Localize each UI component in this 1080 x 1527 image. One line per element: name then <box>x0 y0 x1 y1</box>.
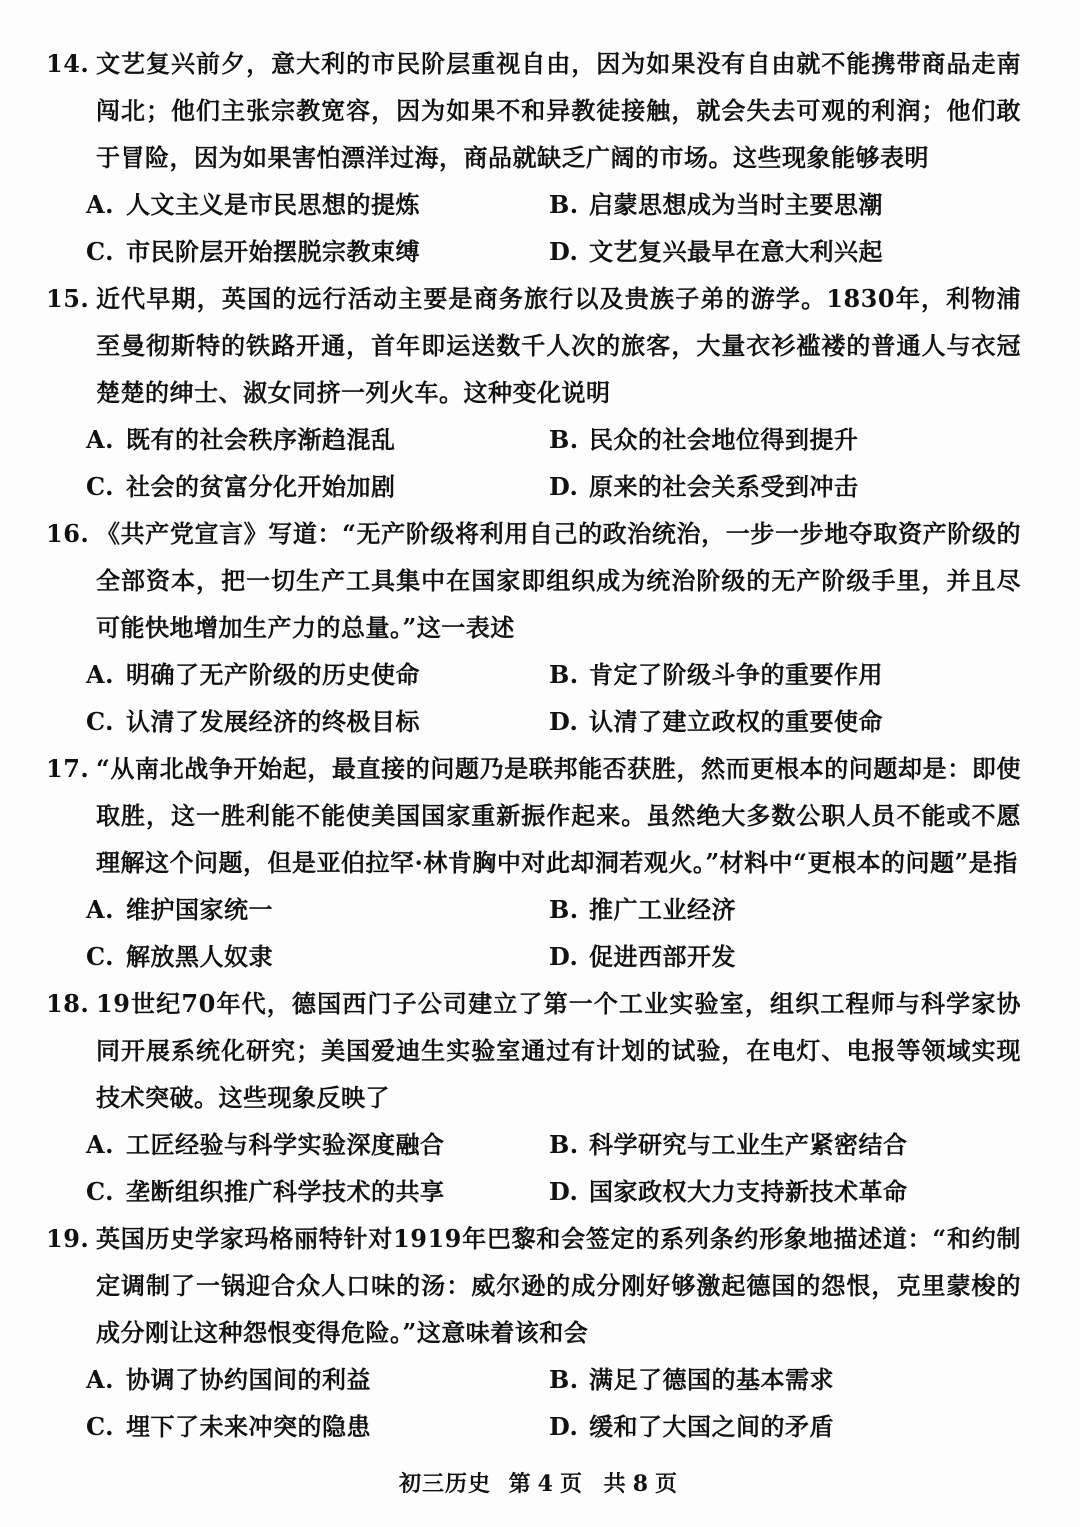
option-label: C. <box>86 1177 115 1206</box>
option-text: 人文主义是市民思想的提炼 <box>126 190 420 219</box>
question-16 <box>46 510 1021 745</box>
question-18 <box>46 980 1021 1215</box>
option-list <box>46 1356 1021 1450</box>
option-text: 国家政权大力支持新技术革命 <box>589 1177 908 1206</box>
question-text: 近代早期，英国的远行活动主要是商务旅行以及贵族子弟的游学。1830年，利物浦至曼彻斯特的铁路开通，首年即运送数千人次的旅客，大量衣衫褴褛的普通人与衣冠楚楚的绅士、淑女同挤一列火车。这种变化说明 <box>96 284 1021 407</box>
option-label: A. <box>86 190 114 219</box>
option-label: D. <box>549 707 579 736</box>
question-number: 17. <box>46 754 90 783</box>
option-text: 垄断组织推广科学技术的共享 <box>126 1177 445 1206</box>
footer-total-prefix: 共 <box>603 1471 627 1497</box>
question-number: 14. <box>46 49 90 78</box>
option-d <box>549 463 1012 510</box>
page-footer <box>0 1467 1080 1498</box>
footer-page <box>506 1471 586 1497</box>
option-c <box>86 228 549 275</box>
question-number: 16. <box>46 519 90 548</box>
option-b <box>549 651 1012 698</box>
option-text: 缓和了大国之间的矛盾 <box>589 1412 834 1441</box>
option-text: 社会的贫富分化开始加剧 <box>126 472 396 501</box>
question-list <box>46 40 1021 1450</box>
option-text: 肯定了阶级斗争的重要作用 <box>589 660 883 689</box>
option-label: D. <box>549 1412 579 1441</box>
option-label: C. <box>86 472 115 501</box>
option-b <box>549 1356 1012 1403</box>
option-d <box>549 933 1012 980</box>
option-text: 工匠经验与科学实验深度融合 <box>126 1130 445 1159</box>
option-text: 埋下了未来冲突的隐患 <box>126 1412 371 1441</box>
option-b <box>549 416 1012 463</box>
option-c <box>86 1168 549 1215</box>
option-text: 认清了建立政权的重要使命 <box>589 707 883 736</box>
option-label: A. <box>86 895 114 924</box>
option-b <box>549 1121 1012 1168</box>
option-text: 文艺复兴最早在意大利兴起 <box>589 237 883 266</box>
option-a <box>86 651 549 698</box>
option-label: D. <box>549 472 579 501</box>
option-text: 推广工业经济 <box>589 895 736 924</box>
question-stem <box>46 40 1021 181</box>
option-d <box>549 1403 1012 1450</box>
question-text: 英国历史学家玛格丽特针对1919年巴黎和会签定的系列条约形象地描述道：“和约制定调制了一锅迎合众人口味的汤：威尔逊的成分刚好够激起德国的怨恨，克里蒙梭的成分刚让这种怨恨变得危险。”这意味着该和会 <box>96 1224 1021 1347</box>
footer-page-suffix: 页 <box>559 1471 583 1497</box>
footer-total-pages: 8 <box>632 1471 649 1497</box>
question-19 <box>46 1215 1021 1450</box>
option-c <box>86 463 549 510</box>
option-text: 启蒙思想成为当时主要思潮 <box>589 190 883 219</box>
option-text: 认清了发展经济的终极目标 <box>126 707 420 736</box>
option-label: A. <box>86 1365 114 1394</box>
option-text: 民众的社会地位得到提升 <box>589 425 859 454</box>
question-stem <box>46 980 1021 1121</box>
option-a <box>86 1121 549 1168</box>
footer-page-number: 4 <box>537 1471 554 1497</box>
option-label: B. <box>549 425 579 454</box>
option-label: B. <box>549 1365 579 1394</box>
option-text: 解放黑人奴隶 <box>126 942 273 971</box>
option-text: 维护国家统一 <box>126 895 273 924</box>
footer-total <box>601 1471 681 1497</box>
option-text: 科学研究与工业生产紧密结合 <box>589 1130 908 1159</box>
question-stem <box>46 510 1021 651</box>
option-text: 既有的社会秩序渐趋混乱 <box>126 425 396 454</box>
question-stem <box>46 1215 1021 1356</box>
option-label: B. <box>549 190 579 219</box>
option-text: 促进西部开发 <box>589 942 736 971</box>
question-number: 19. <box>46 1224 90 1253</box>
option-b <box>549 181 1012 228</box>
option-label: B. <box>549 895 579 924</box>
option-list <box>46 416 1021 510</box>
option-text: 市民阶层开始摆脱宗教束缚 <box>126 237 420 266</box>
option-list <box>46 886 1021 980</box>
option-label: D. <box>549 237 579 266</box>
option-label: A. <box>86 660 114 689</box>
option-label: A. <box>86 1130 114 1159</box>
question-stem <box>46 745 1021 886</box>
option-c <box>86 933 549 980</box>
option-text: 协调了协约国间的利益 <box>126 1365 371 1394</box>
question-number: 18. <box>46 989 90 1018</box>
option-a <box>86 181 549 228</box>
option-label: D. <box>549 942 579 971</box>
option-a <box>86 886 549 933</box>
question-number: 15. <box>46 284 90 313</box>
option-label: C. <box>86 707 115 736</box>
option-text: 原来的社会关系受到冲击 <box>589 472 859 501</box>
option-a <box>86 1356 549 1403</box>
option-label: B. <box>549 1130 579 1159</box>
question-15 <box>46 275 1021 510</box>
option-label: C. <box>86 1412 115 1441</box>
question-text: 文艺复兴前夕，意大利的市民阶层重视自由，因为如果没有自由就不能携带商品走南闯北；他们主张宗教宽容，因为如果不和异教徒接触，就会失去可观的利润；他们敢于冒险，因为如果害怕漂洋过海，商品就缺乏广阔的市场。这些现象能够表明 <box>96 49 1021 172</box>
option-d <box>549 1168 1012 1215</box>
footer-subject: 初三历史 <box>398 1471 491 1497</box>
option-c <box>86 1403 549 1450</box>
option-label: A. <box>86 425 114 454</box>
option-label: C. <box>86 237 115 266</box>
question-text: 《共产党宣言》写道：“无产阶级将利用自己的政治统治，一步一步地夺取资产阶级的全部资本，把一切生产工具集中在国家即组织成为统治阶级的无产阶级手里，并且尽可能快地增加生产力的总量。”这一表述 <box>96 519 1021 642</box>
question-17 <box>46 745 1021 980</box>
option-label: B. <box>549 660 579 689</box>
option-d <box>549 228 1012 275</box>
option-list <box>46 651 1021 745</box>
option-a <box>86 416 549 463</box>
question-14 <box>46 40 1021 275</box>
question-text: 19世纪70年代，德国西门子公司建立了第一个工业实验室，组织工程师与科学家协同开展系统化研究；美国爱迪生实验室通过有计划的试验，在电灯、电报等领域实现技术突破。这些现象反映了 <box>96 989 1021 1112</box>
option-b <box>549 886 1012 933</box>
option-list <box>46 1121 1021 1215</box>
question-text: “从南北战争开始起，最直接的问题乃是联邦能否获胜，然而更根本的问题却是：即使取胜，这一胜利能不能使美国国家重新振作起来。虽然绝大多数公职人员不能或不愿理解这个问题，但是亚伯拉罕·林肯胸中对此却洞若观火。”材料中“更根本的问题”是指 <box>96 754 1021 877</box>
option-text: 满足了德国的基本需求 <box>589 1365 834 1394</box>
option-label: C. <box>86 942 115 971</box>
question-stem <box>46 275 1021 416</box>
option-text: 明确了无产阶级的历史使命 <box>126 660 420 689</box>
option-c <box>86 698 549 745</box>
option-list <box>46 181 1021 275</box>
option-d <box>549 698 1012 745</box>
option-label: D. <box>549 1177 579 1206</box>
footer-page-prefix: 第 <box>508 1471 532 1497</box>
footer-total-suffix: 页 <box>655 1471 679 1497</box>
